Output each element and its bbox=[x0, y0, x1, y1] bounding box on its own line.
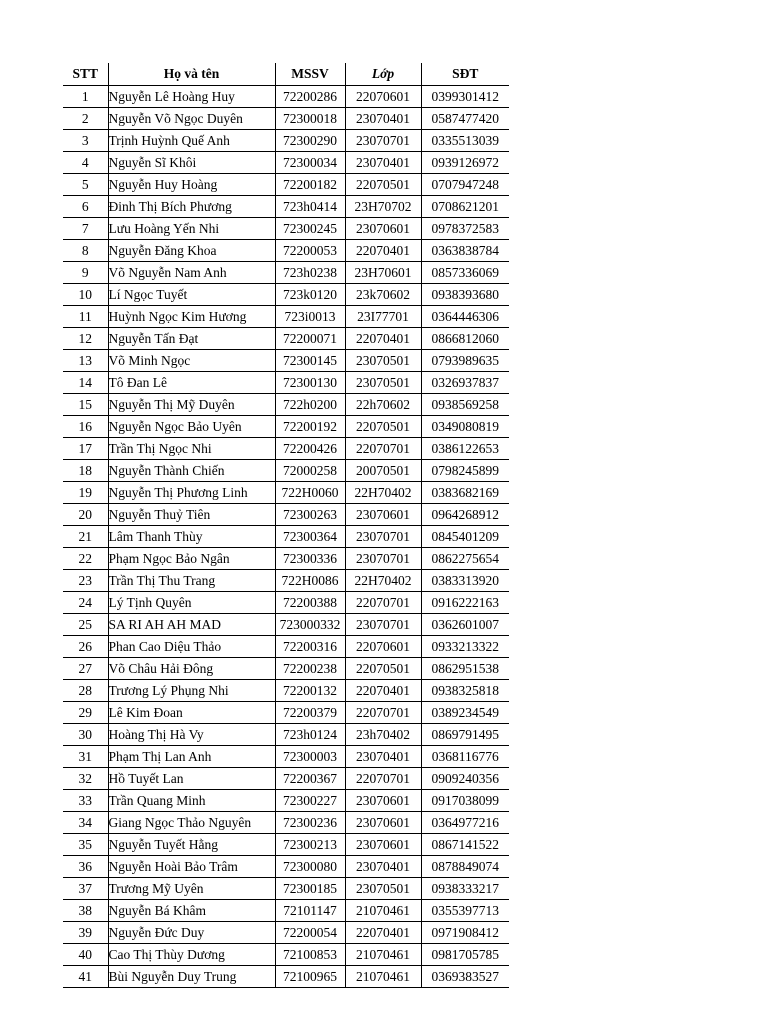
cell-stt: 29 bbox=[63, 702, 108, 724]
table-row bbox=[63, 416, 509, 438]
cell-sdt: 0938569258 bbox=[421, 394, 509, 416]
cell-stt: 22 bbox=[63, 548, 108, 570]
cell-sdt: 0364977216 bbox=[421, 812, 509, 834]
cell-name: Bùi Nguyễn Duy Trung bbox=[108, 966, 275, 988]
cell-name: Nguyễn Đức Duy bbox=[108, 922, 275, 944]
cell-mssv: 723h0238 bbox=[275, 262, 345, 284]
table-row bbox=[63, 922, 509, 944]
cell-sdt: 0939126972 bbox=[421, 152, 509, 174]
cell-name: Phan Cao Diệu Thảo bbox=[108, 636, 275, 658]
cell-mssv: 72200388 bbox=[275, 592, 345, 614]
cell-mssv: 72300145 bbox=[275, 350, 345, 372]
cell-mssv: 723k0120 bbox=[275, 284, 345, 306]
cell-lop: 22070401 bbox=[345, 328, 421, 350]
table-row bbox=[63, 966, 509, 988]
cell-name: Trần Thị Ngọc Nhi bbox=[108, 438, 275, 460]
table-row bbox=[63, 460, 509, 482]
cell-lop: 23070401 bbox=[345, 152, 421, 174]
cell-lop: 22070701 bbox=[345, 592, 421, 614]
cell-stt: 18 bbox=[63, 460, 108, 482]
cell-mssv: 723i0013 bbox=[275, 306, 345, 328]
cell-stt: 36 bbox=[63, 856, 108, 878]
cell-sdt: 0869791495 bbox=[421, 724, 509, 746]
cell-lop: 22H70402 bbox=[345, 570, 421, 592]
table-row bbox=[63, 548, 509, 570]
table-row bbox=[63, 284, 509, 306]
table-row bbox=[63, 394, 509, 416]
cell-mssv: 72300263 bbox=[275, 504, 345, 526]
cell-lop: 22070401 bbox=[345, 680, 421, 702]
cell-name: Nguyễn Thuỷ Tiên bbox=[108, 504, 275, 526]
table-row bbox=[63, 196, 509, 218]
cell-name: Phạm Thị Lan Anh bbox=[108, 746, 275, 768]
table-row bbox=[63, 328, 509, 350]
cell-stt: 7 bbox=[63, 218, 108, 240]
cell-lop: 23k70602 bbox=[345, 284, 421, 306]
cell-stt: 2 bbox=[63, 108, 108, 130]
table-row bbox=[63, 130, 509, 152]
cell-stt: 37 bbox=[63, 878, 108, 900]
cell-stt: 28 bbox=[63, 680, 108, 702]
table-row bbox=[63, 834, 509, 856]
cell-sdt: 0978372583 bbox=[421, 218, 509, 240]
cell-stt: 25 bbox=[63, 614, 108, 636]
table-row bbox=[63, 504, 509, 526]
cell-lop: 21070461 bbox=[345, 944, 421, 966]
cell-stt: 27 bbox=[63, 658, 108, 680]
cell-sdt: 0933213322 bbox=[421, 636, 509, 658]
cell-mssv: 72300236 bbox=[275, 812, 345, 834]
cell-stt: 20 bbox=[63, 504, 108, 526]
cell-lop: 20070501 bbox=[345, 460, 421, 482]
cell-name: Võ Minh Ngọc bbox=[108, 350, 275, 372]
table-row bbox=[63, 592, 509, 614]
table-row bbox=[63, 702, 509, 724]
table-header bbox=[63, 63, 509, 86]
cell-name: Phạm Ngọc Bảo Ngân bbox=[108, 548, 275, 570]
cell-sdt: 0362601007 bbox=[421, 614, 509, 636]
cell-name: Nguyễn Huy Hoàng bbox=[108, 174, 275, 196]
cell-name: Nguyễn Võ Ngọc Duyên bbox=[108, 108, 275, 130]
table-row bbox=[63, 526, 509, 548]
cell-stt: 14 bbox=[63, 372, 108, 394]
cell-sdt: 0389234549 bbox=[421, 702, 509, 724]
cell-name: Đinh Thị Bích Phương bbox=[108, 196, 275, 218]
cell-mssv: 72300364 bbox=[275, 526, 345, 548]
table-row bbox=[63, 372, 509, 394]
cell-mssv: 72200379 bbox=[275, 702, 345, 724]
cell-name: Lê Kim Đoan bbox=[108, 702, 275, 724]
cell-name: Võ Nguyễn Nam Anh bbox=[108, 262, 275, 284]
cell-sdt: 0798245899 bbox=[421, 460, 509, 482]
cell-lop: 23070401 bbox=[345, 108, 421, 130]
cell-sdt: 0878849074 bbox=[421, 856, 509, 878]
cell-sdt: 0938325818 bbox=[421, 680, 509, 702]
cell-mssv: 723h0414 bbox=[275, 196, 345, 218]
cell-name: Trương Mỹ Uyên bbox=[108, 878, 275, 900]
cell-name: Nguyễn Thị Phương Linh bbox=[108, 482, 275, 504]
table-row bbox=[63, 350, 509, 372]
table-row bbox=[63, 218, 509, 240]
cell-mssv: 722H0086 bbox=[275, 570, 345, 592]
table-row bbox=[63, 724, 509, 746]
cell-sdt: 0355397713 bbox=[421, 900, 509, 922]
cell-mssv: 72200426 bbox=[275, 438, 345, 460]
cell-stt: 8 bbox=[63, 240, 108, 262]
cell-sdt: 0326937837 bbox=[421, 372, 509, 394]
cell-sdt: 0369383527 bbox=[421, 966, 509, 988]
cell-sdt: 0845401209 bbox=[421, 526, 509, 548]
cell-lop: 22070401 bbox=[345, 240, 421, 262]
cell-sdt: 0399301412 bbox=[421, 86, 509, 108]
cell-name: Hồ Tuyết Lan bbox=[108, 768, 275, 790]
cell-stt: 26 bbox=[63, 636, 108, 658]
cell-name: Cao Thị Thùy Dương bbox=[108, 944, 275, 966]
header-sdt: SĐT bbox=[421, 63, 509, 86]
cell-stt: 19 bbox=[63, 482, 108, 504]
cell-stt: 31 bbox=[63, 746, 108, 768]
cell-sdt: 0383313920 bbox=[421, 570, 509, 592]
table-row bbox=[63, 680, 509, 702]
cell-mssv: 72300018 bbox=[275, 108, 345, 130]
cell-name: Nguyễn Lê Hoàng Huy bbox=[108, 86, 275, 108]
cell-stt: 17 bbox=[63, 438, 108, 460]
cell-name: Nguyễn Ngọc Bảo Uyên bbox=[108, 416, 275, 438]
table-body bbox=[63, 86, 509, 988]
cell-name: Nguyễn Thị Mỹ Duyên bbox=[108, 394, 275, 416]
cell-lop: 23070701 bbox=[345, 526, 421, 548]
table-row bbox=[63, 152, 509, 174]
table-row bbox=[63, 790, 509, 812]
cell-sdt: 0587477420 bbox=[421, 108, 509, 130]
cell-mssv: 72200054 bbox=[275, 922, 345, 944]
cell-stt: 38 bbox=[63, 900, 108, 922]
cell-lop: 22h70602 bbox=[345, 394, 421, 416]
cell-name: Lý Tịnh Quyên bbox=[108, 592, 275, 614]
cell-sdt: 0707947248 bbox=[421, 174, 509, 196]
cell-stt: 34 bbox=[63, 812, 108, 834]
cell-mssv: 72300034 bbox=[275, 152, 345, 174]
cell-lop: 23H70601 bbox=[345, 262, 421, 284]
table-row bbox=[63, 658, 509, 680]
cell-mssv: 72200182 bbox=[275, 174, 345, 196]
cell-lop: 23070601 bbox=[345, 834, 421, 856]
table-row bbox=[63, 856, 509, 878]
cell-stt: 35 bbox=[63, 834, 108, 856]
cell-stt: 33 bbox=[63, 790, 108, 812]
table-row bbox=[63, 86, 509, 108]
cell-name: Lâm Thanh Thùy bbox=[108, 526, 275, 548]
table-row bbox=[63, 614, 509, 636]
cell-stt: 40 bbox=[63, 944, 108, 966]
cell-stt: 41 bbox=[63, 966, 108, 988]
cell-name: Trần Quang Minh bbox=[108, 790, 275, 812]
cell-lop: 23070701 bbox=[345, 130, 421, 152]
cell-stt: 30 bbox=[63, 724, 108, 746]
table-row bbox=[63, 812, 509, 834]
cell-mssv: 72300245 bbox=[275, 218, 345, 240]
cell-name: Lí Ngọc Tuyết bbox=[108, 284, 275, 306]
cell-mssv: 72300336 bbox=[275, 548, 345, 570]
cell-lop: 23070501 bbox=[345, 350, 421, 372]
cell-name: Giang Ngọc Thảo Nguyên bbox=[108, 812, 275, 834]
cell-mssv: 72300227 bbox=[275, 790, 345, 812]
cell-lop: 23070601 bbox=[345, 812, 421, 834]
cell-name: Nguyễn Tuyết Hằng bbox=[108, 834, 275, 856]
cell-mssv: 72100965 bbox=[275, 966, 345, 988]
cell-lop: 22070401 bbox=[345, 922, 421, 944]
header-mssv: MSSV bbox=[275, 63, 345, 86]
cell-lop: 22070701 bbox=[345, 438, 421, 460]
cell-sdt: 0917038099 bbox=[421, 790, 509, 812]
cell-mssv: 72300213 bbox=[275, 834, 345, 856]
cell-mssv: 72300003 bbox=[275, 746, 345, 768]
cell-sdt: 0857336069 bbox=[421, 262, 509, 284]
cell-lop: 22070501 bbox=[345, 174, 421, 196]
cell-stt: 23 bbox=[63, 570, 108, 592]
table-row bbox=[63, 482, 509, 504]
cell-mssv: 72200286 bbox=[275, 86, 345, 108]
cell-lop: 22070601 bbox=[345, 86, 421, 108]
cell-mssv: 72200238 bbox=[275, 658, 345, 680]
cell-lop: 23070701 bbox=[345, 548, 421, 570]
table-row bbox=[63, 306, 509, 328]
cell-mssv: 722H0060 bbox=[275, 482, 345, 504]
cell-stt: 12 bbox=[63, 328, 108, 350]
cell-stt: 4 bbox=[63, 152, 108, 174]
cell-stt: 5 bbox=[63, 174, 108, 196]
cell-stt: 1 bbox=[63, 86, 108, 108]
table-row bbox=[63, 108, 509, 130]
cell-sdt: 0368116776 bbox=[421, 746, 509, 768]
cell-sdt: 0909240356 bbox=[421, 768, 509, 790]
cell-sdt: 0335513039 bbox=[421, 130, 509, 152]
cell-name: Nguyễn Tấn Đạt bbox=[108, 328, 275, 350]
cell-mssv: 72200367 bbox=[275, 768, 345, 790]
table-row bbox=[63, 570, 509, 592]
cell-stt: 32 bbox=[63, 768, 108, 790]
cell-stt: 15 bbox=[63, 394, 108, 416]
cell-stt: 11 bbox=[63, 306, 108, 328]
cell-stt: 3 bbox=[63, 130, 108, 152]
table-row bbox=[63, 900, 509, 922]
cell-mssv: 72200132 bbox=[275, 680, 345, 702]
cell-lop: 23070501 bbox=[345, 372, 421, 394]
cell-stt: 39 bbox=[63, 922, 108, 944]
cell-lop: 23H70702 bbox=[345, 196, 421, 218]
cell-lop: 22070501 bbox=[345, 658, 421, 680]
header-lop: Lớp bbox=[345, 63, 421, 86]
cell-name: Hoàng Thị Hà Vy bbox=[108, 724, 275, 746]
cell-sdt: 0386122653 bbox=[421, 438, 509, 460]
cell-name: Lưu Hoàng Yến Nhi bbox=[108, 218, 275, 240]
cell-sdt: 0981705785 bbox=[421, 944, 509, 966]
header-row bbox=[63, 63, 509, 86]
cell-mssv: 72300130 bbox=[275, 372, 345, 394]
cell-sdt: 0971908412 bbox=[421, 922, 509, 944]
cell-stt: 16 bbox=[63, 416, 108, 438]
cell-sdt: 0793989635 bbox=[421, 350, 509, 372]
cell-sdt: 0862951538 bbox=[421, 658, 509, 680]
cell-name: Trương Lý Phụng Nhi bbox=[108, 680, 275, 702]
cell-name: Nguyễn Đăng Khoa bbox=[108, 240, 275, 262]
cell-name: SA RI AH AH MAD bbox=[108, 614, 275, 636]
table-row bbox=[63, 746, 509, 768]
cell-stt: 13 bbox=[63, 350, 108, 372]
cell-lop: 23070401 bbox=[345, 746, 421, 768]
cell-lop: 23h70402 bbox=[345, 724, 421, 746]
cell-mssv: 723h0124 bbox=[275, 724, 345, 746]
cell-sdt: 0364446306 bbox=[421, 306, 509, 328]
cell-mssv: 72101147 bbox=[275, 900, 345, 922]
table-row bbox=[63, 636, 509, 658]
cell-mssv: 72100853 bbox=[275, 944, 345, 966]
cell-stt: 9 bbox=[63, 262, 108, 284]
header-name: Họ và tên bbox=[108, 63, 275, 86]
cell-lop: 23070501 bbox=[345, 878, 421, 900]
cell-lop: 23070601 bbox=[345, 504, 421, 526]
cell-lop: 22070701 bbox=[345, 702, 421, 724]
cell-sdt: 0916222163 bbox=[421, 592, 509, 614]
cell-sdt: 0867141522 bbox=[421, 834, 509, 856]
cell-stt: 6 bbox=[63, 196, 108, 218]
cell-name: Nguyễn Hoài Bảo Trâm bbox=[108, 856, 275, 878]
cell-mssv: 72300185 bbox=[275, 878, 345, 900]
cell-sdt: 0708621201 bbox=[421, 196, 509, 218]
cell-mssv: 72200316 bbox=[275, 636, 345, 658]
cell-name: Trần Thị Thu Trang bbox=[108, 570, 275, 592]
cell-name: Trịnh Huỳnh Quế Anh bbox=[108, 130, 275, 152]
table-row bbox=[63, 240, 509, 262]
cell-name: Nguyễn Thành Chiến bbox=[108, 460, 275, 482]
cell-stt: 21 bbox=[63, 526, 108, 548]
cell-stt: 10 bbox=[63, 284, 108, 306]
cell-mssv: 72000258 bbox=[275, 460, 345, 482]
cell-sdt: 0938333217 bbox=[421, 878, 509, 900]
cell-mssv: 723000332 bbox=[275, 614, 345, 636]
cell-name: Võ Châu Hải Đông bbox=[108, 658, 275, 680]
cell-lop: 22070701 bbox=[345, 768, 421, 790]
cell-name: Huỳnh Ngọc Kim Hương bbox=[108, 306, 275, 328]
cell-sdt: 0349080819 bbox=[421, 416, 509, 438]
cell-lop: 21070461 bbox=[345, 900, 421, 922]
cell-mssv: 722h0200 bbox=[275, 394, 345, 416]
table-row bbox=[63, 438, 509, 460]
cell-mssv: 72300080 bbox=[275, 856, 345, 878]
cell-lop: 23070601 bbox=[345, 790, 421, 812]
cell-mssv: 72200071 bbox=[275, 328, 345, 350]
cell-lop: 23070701 bbox=[345, 614, 421, 636]
cell-stt: 24 bbox=[63, 592, 108, 614]
cell-sdt: 0862275654 bbox=[421, 548, 509, 570]
cell-sdt: 0866812060 bbox=[421, 328, 509, 350]
cell-mssv: 72200192 bbox=[275, 416, 345, 438]
cell-lop: 23070601 bbox=[345, 218, 421, 240]
table-row bbox=[63, 262, 509, 284]
header-stt: STT bbox=[63, 63, 108, 86]
cell-sdt: 0363838784 bbox=[421, 240, 509, 262]
cell-lop: 23070401 bbox=[345, 856, 421, 878]
cell-sdt: 0938393680 bbox=[421, 284, 509, 306]
cell-mssv: 72300290 bbox=[275, 130, 345, 152]
table-row bbox=[63, 878, 509, 900]
cell-sdt: 0383682169 bbox=[421, 482, 509, 504]
cell-lop: 22H70402 bbox=[345, 482, 421, 504]
cell-name: Nguyễn Sĩ Khôi bbox=[108, 152, 275, 174]
cell-name: Tô Đan Lê bbox=[108, 372, 275, 394]
cell-lop: 22070601 bbox=[345, 636, 421, 658]
cell-lop: 21070461 bbox=[345, 966, 421, 988]
table-row bbox=[63, 768, 509, 790]
table-row bbox=[63, 174, 509, 196]
cell-lop: 23I77701 bbox=[345, 306, 421, 328]
cell-lop: 22070501 bbox=[345, 416, 421, 438]
student-table bbox=[63, 63, 509, 988]
cell-mssv: 72200053 bbox=[275, 240, 345, 262]
table-row bbox=[63, 944, 509, 966]
cell-sdt: 0964268912 bbox=[421, 504, 509, 526]
cell-name: Nguyễn Bá Khâm bbox=[108, 900, 275, 922]
